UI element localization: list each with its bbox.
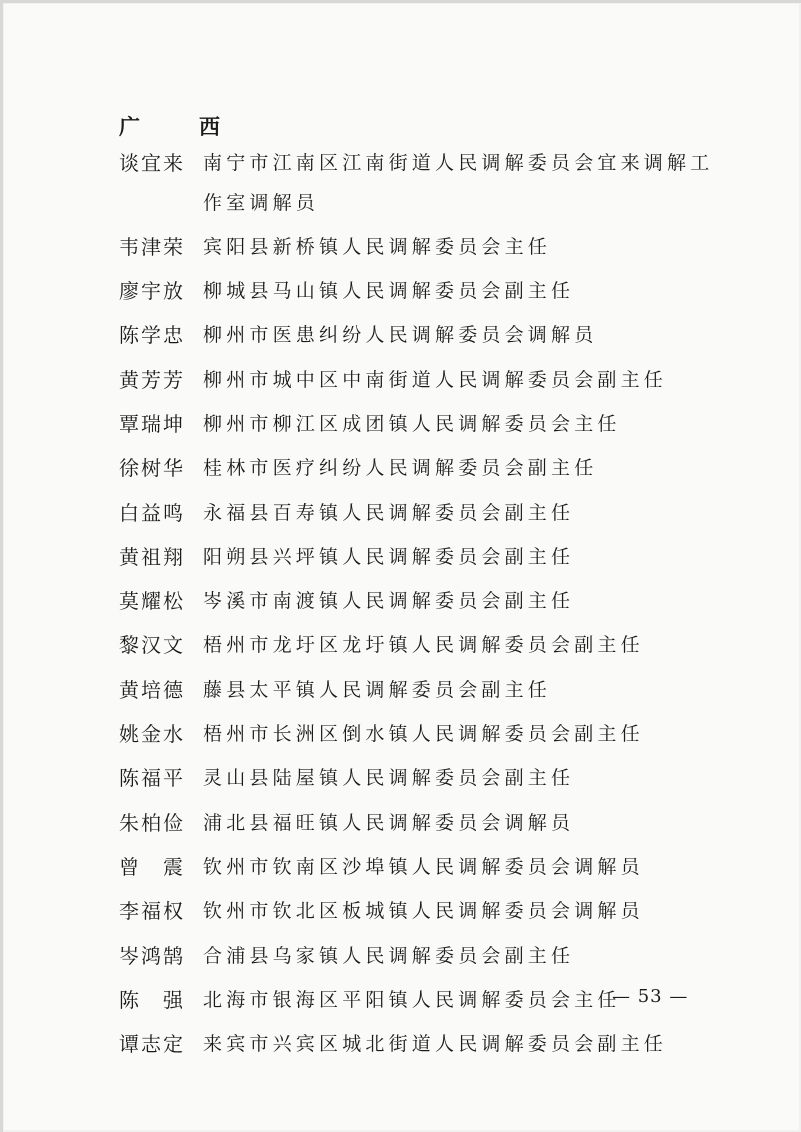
person-name: 黎汉文: [119, 633, 185, 658]
person-name: 黄芳芳: [119, 367, 185, 392]
person-name: 谈宜来: [119, 151, 185, 175]
list-item: [119, 630, 729, 666]
person-title: 桂林市医疗纠纷人民调解委员会副主任: [203, 457, 598, 480]
person-name: 朱柏俭: [119, 810, 185, 835]
list-item: [119, 542, 729, 578]
list-item: [119, 941, 729, 977]
list-item: [119, 719, 729, 755]
person-title: 柳州市医患纠纷人民调解委员会调解员: [203, 324, 598, 347]
person-title: 柳州市城中区中南街道人民调解委员会副主任: [203, 368, 668, 391]
person-name: 廖宇放: [119, 279, 185, 304]
person-title: 钦州市钦北区板城镇人民调解委员会调解员: [203, 900, 644, 923]
person-title: 阳朔县兴坪镇人民调解委员会副主任: [203, 545, 575, 568]
scan-edge-left: [0, 0, 3, 1132]
person-name: 岑鸿鹄: [119, 943, 185, 968]
person-name: 谭志定: [119, 1032, 185, 1057]
person-name: 曾 震: [119, 854, 185, 879]
person-title: 柳州市柳江区成团镇人民调解委员会主任: [203, 412, 621, 435]
person-name: 黄培德: [119, 677, 185, 702]
scan-edge-top: [0, 0, 801, 3]
list-item: [119, 320, 729, 356]
person-title: 北海市银海区平阳镇人民调解委员会主任: [203, 988, 621, 1011]
person-name: 白益鸣: [119, 500, 185, 525]
person-name: 陈福平: [119, 766, 185, 791]
person-name: 莫耀松: [119, 589, 185, 614]
person-name: 覃瑞坤: [119, 411, 185, 436]
person-name: 陈 强: [119, 987, 185, 1012]
list-item: [119, 1029, 729, 1065]
person-title: 灵山县陆屋镇人民调解委员会副主任: [203, 767, 575, 790]
section-heading: 广 西: [119, 114, 239, 139]
page-number: — 53 —: [612, 986, 689, 1007]
list-item: [119, 763, 729, 799]
person-title: 合浦县乌家镇人民调解委员会副主任: [203, 944, 575, 967]
person-name: 韦津荣: [119, 234, 185, 259]
person-title: 柳城县马山镇人民调解委员会副主任: [203, 280, 575, 303]
person-title: 宾阳县新桥镇人民调解委员会主任: [203, 235, 552, 258]
person-name: 姚金水: [119, 722, 185, 747]
person-name: 李福权: [119, 899, 185, 924]
person-name: 陈学忠: [119, 323, 185, 348]
list-item: [119, 232, 729, 268]
list-item: [119, 896, 729, 932]
list-item: [119, 586, 729, 622]
person-title: 永福县百寿镇人民调解委员会副主任: [203, 501, 575, 524]
person-title: 藤县太平镇人民调解委员会副主任: [203, 678, 552, 701]
list-item: [119, 409, 729, 445]
person-name: 徐树华: [119, 456, 185, 481]
list-item: [119, 808, 729, 844]
person-title: 南宁市江南区江南街道人民调解委员会宜来调解工作室调解员: [203, 152, 714, 214]
list-item: [119, 498, 729, 534]
list-item: [119, 453, 729, 489]
list-item: [119, 148, 729, 223]
list-item: [119, 852, 729, 888]
list-item: [119, 365, 729, 401]
list-item: [119, 675, 729, 711]
person-title: 岑溪市南渡镇人民调解委员会副主任: [203, 590, 575, 613]
entry-list: [119, 148, 729, 1073]
list-item: [119, 276, 729, 312]
person-name: 黄祖翔: [119, 544, 185, 569]
person-title: 浦北县福旺镇人民调解委员会调解员: [203, 811, 575, 834]
person-title: 梧州市龙圩区龙圩镇人民调解委员会副主任: [203, 634, 644, 657]
person-title: 钦州市钦南区沙埠镇人民调解委员会调解员: [203, 855, 644, 878]
person-title: 来宾市兴宾区城北街道人民调解委员会副主任: [203, 1033, 668, 1056]
person-title: 梧州市长洲区倒水镇人民调解委员会副主任: [203, 723, 644, 746]
